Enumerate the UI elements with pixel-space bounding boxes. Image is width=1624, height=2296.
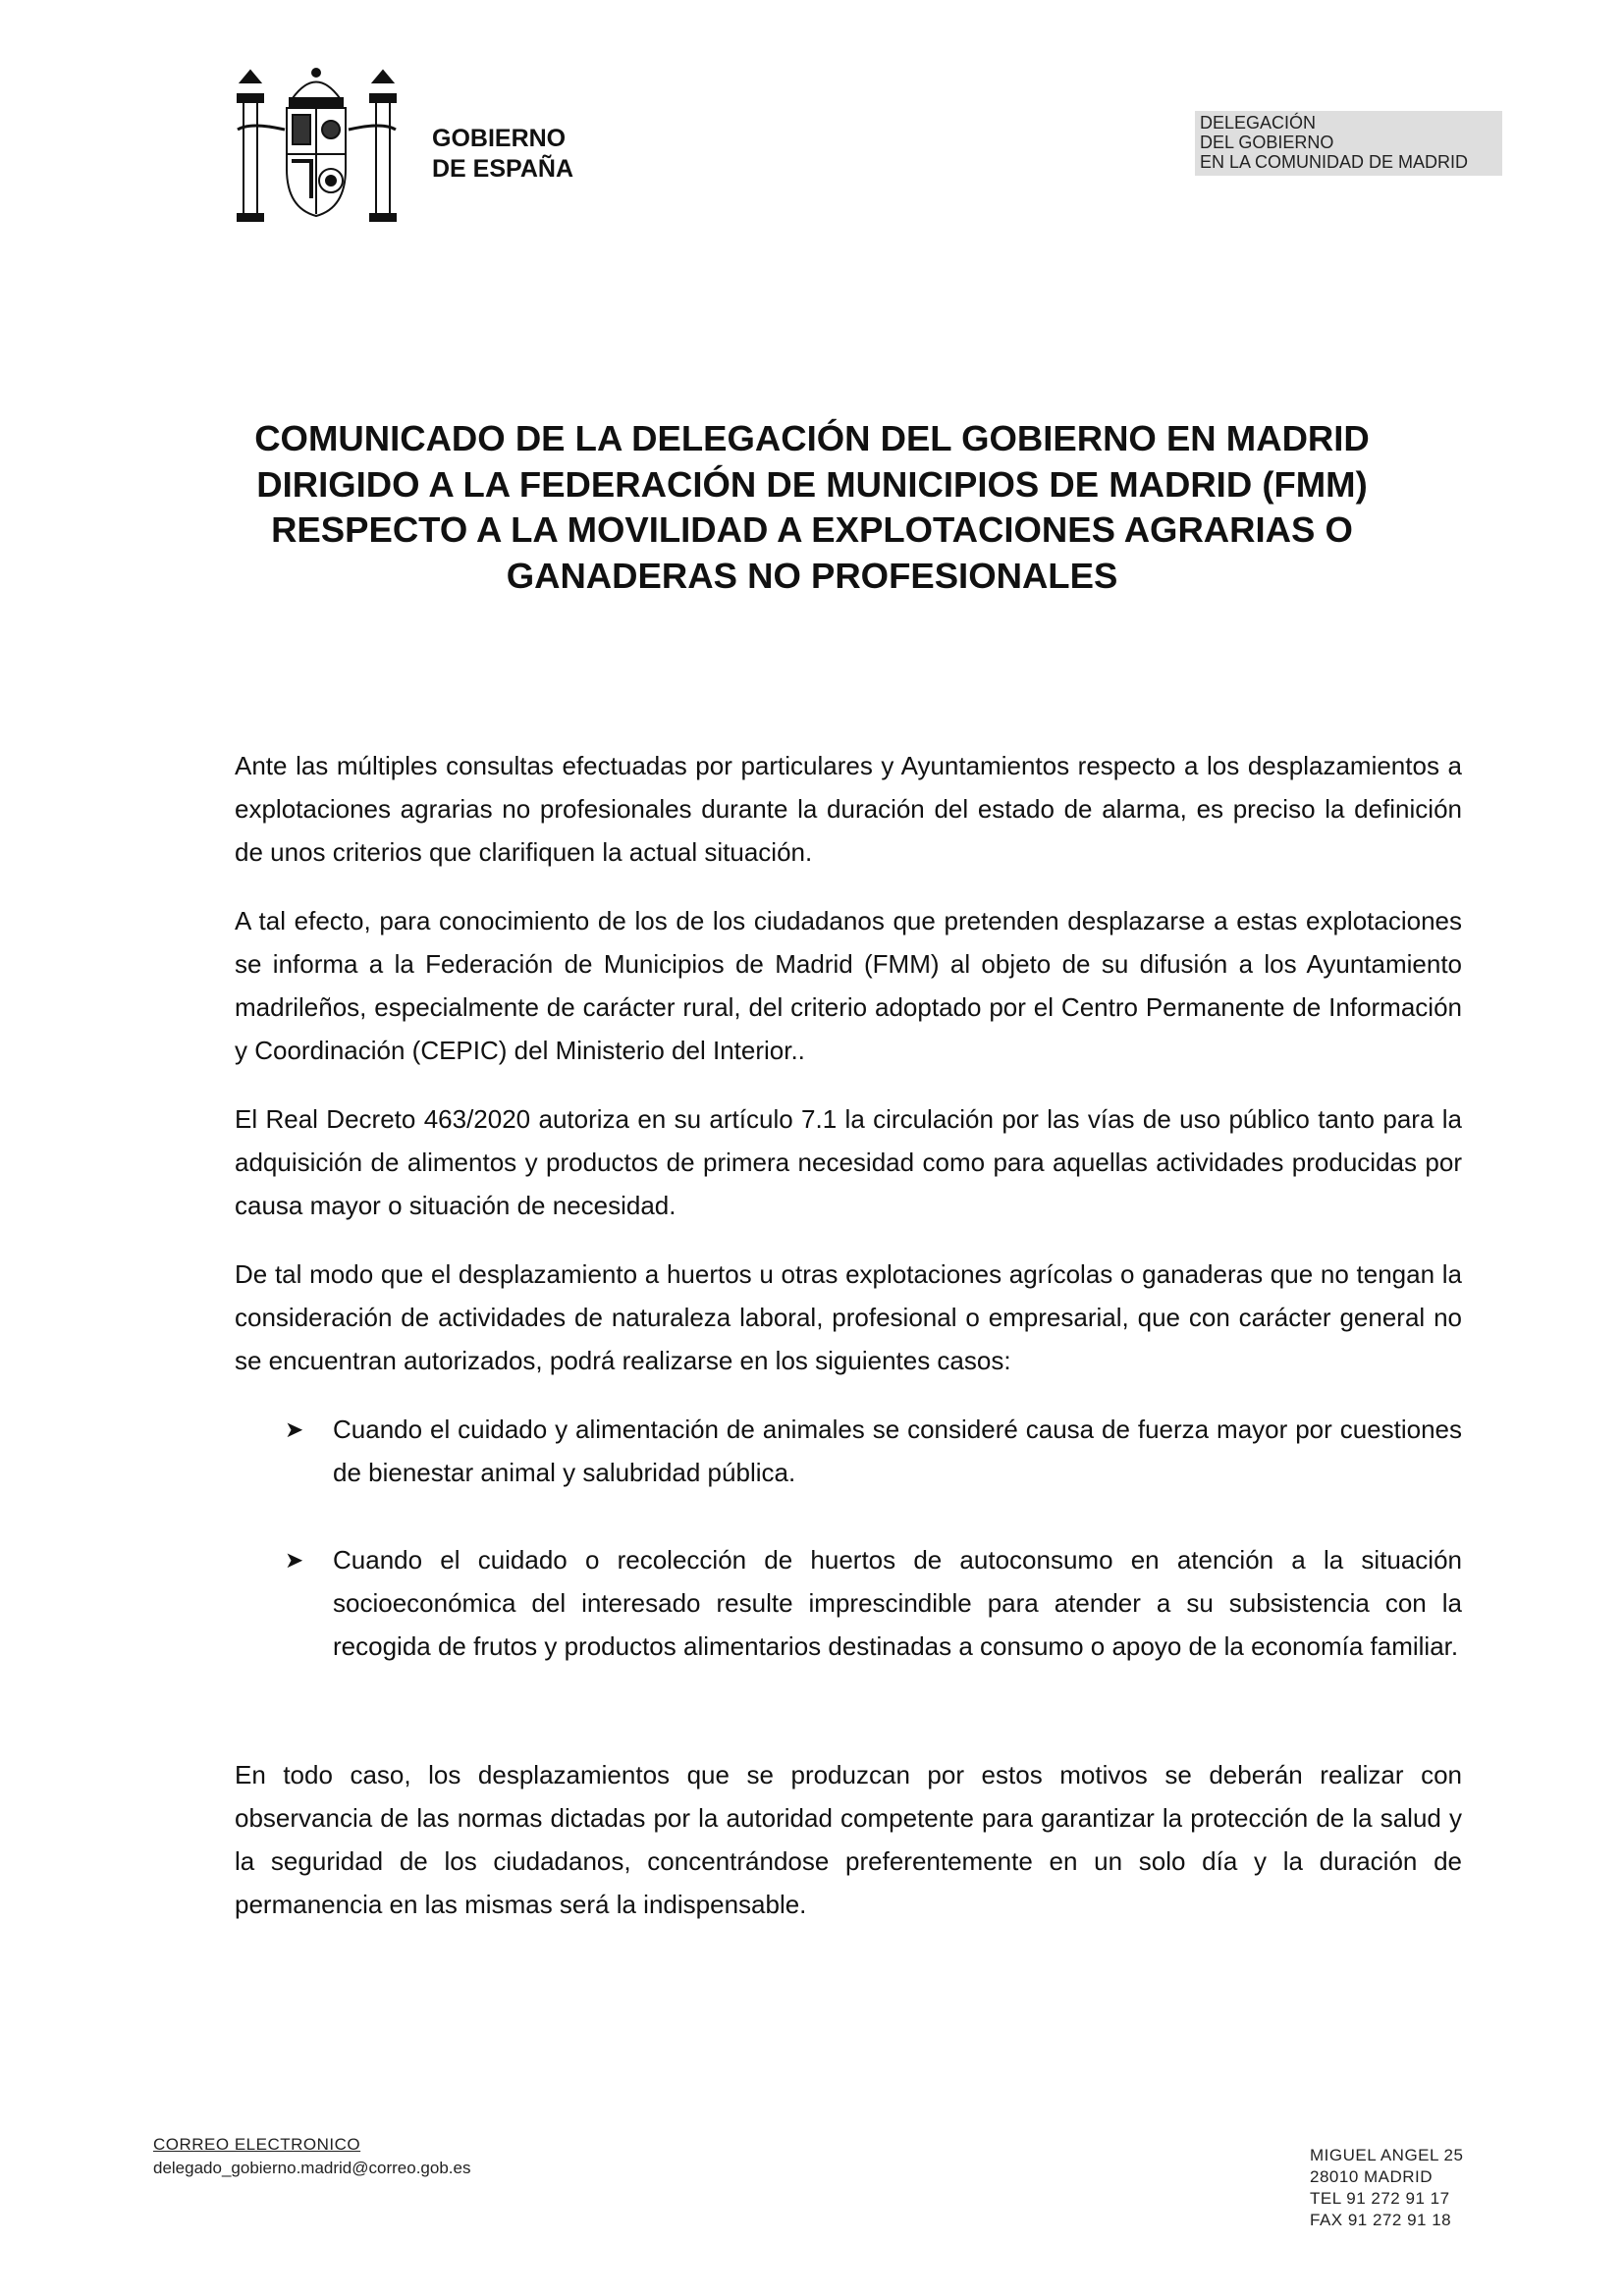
delegation-line-3: EN LA COMUNIDAD DE MADRID <box>1200 152 1469 172</box>
title-line-4: GANADERAS NO PROFESIONALES <box>506 555 1118 596</box>
bullet-text: Cuando el cuidado o recolección de huertos de autoconsumo en atención a la situación socioeconómica del interesado resulte imprescindible para atender a su subsistencia con la recogida de frutos y productos alimentarios destinadas a consumo o apoyo de la economía familiar. <box>333 1545 1462 1661</box>
phone-number: TEL 91 272 91 17 <box>1310 2189 1450 2208</box>
title-line-2: DIRIGIDO A LA FEDERACIÓN DE MUNICIPIOS DE MADRID (FMM) <box>256 463 1368 505</box>
bullet-item <box>285 1408 1462 1494</box>
address-line-2: 28010 MADRID <box>1310 2167 1434 2186</box>
footer-address <box>1310 2145 1463 2231</box>
delegation-line-1: DELEGACIÓN <box>1200 113 1317 133</box>
paragraph-2: A tal efecto, para conocimiento de los de los ciudadanos que pretenden desplazarse a estas explotaciones se informa a la Federación de Municipios de Madrid (FMM) al objeto de su difusión a los Ayuntamiento madrileños, especialmente de carácter rural, del criterio adoptado por el Centro Permanente de Información y Coordinación (CEPIC) del Ministerio del Interior.. <box>235 906 1462 1065</box>
address-line-1: MIGUEL ANGEL 25 <box>1310 2146 1464 2164</box>
document-title <box>216 416 1408 599</box>
paragraph-3: El Real Decreto 463/2020 autoriza en su artículo 7.1 la circulación por las vías de uso público tanto para la adquisición de alimentos y productos de primera necesidad como para aquellas actividades producidas por causa mayor o situación de necesidad. <box>235 1104 1462 1220</box>
gov-line-2: DE ESPAÑA <box>432 155 574 183</box>
footer-contact <box>153 2133 470 2180</box>
arrow-bullet-icon: ➤ <box>285 1547 304 1573</box>
paragraph-1: Ante las múltiples consultas efectuadas por particulares y Ayuntamientos respecto a los desplazamientos a explotaciones agrarias no profesionales durante la duración del estado de alarma, es preciso la definición de unos criterios que clarifiquen la actual situación. <box>235 751 1462 867</box>
title-line-1: COMUNICADO DE LA DELEGACIÓN DEL GOBIERNO EN MADRID <box>254 418 1370 458</box>
paragraph-4: De tal modo que el desplazamiento a huertos u otras explotaciones agrícolas o ganaderas que no tengan la consideración de actividades de naturaleza laboral, profesional o empresarial, que con carácter general no se encuentran autorizados, podrá realizarse en los siguientes casos: <box>235 1259 1462 1375</box>
fax-number: FAX 91 272 91 18 <box>1310 2211 1452 2229</box>
bullet-text: Cuando el cuidado y alimentación de animales se consideré causa de fuerza mayor por cuestiones de bienestar animal y salubridad pública. <box>333 1415 1462 1487</box>
paragraph-5: En todo caso, los desplazamientos que se produzcan por estos motivos se deberán realizar con observancia de las normas dictadas por la autoridad competente para garantizar la protección de la salud y la seguridad de los ciudadanos, concentrándose preferentemente en un solo día y la duración de permanencia en las mismas será la indispensable. <box>235 1760 1462 1919</box>
delegation-line-2: DEL GOBIERNO <box>1200 133 1334 152</box>
bullet-item <box>285 1538 1462 1668</box>
government-name <box>432 124 573 185</box>
email-label: CORREO ELECTRONICO <box>153 2135 361 2154</box>
title-line-3: RESPECTO A LA MOVILIDAD A EXPLOTACIONES AGRARIAS O <box>271 509 1353 550</box>
arrow-bullet-icon: ➤ <box>285 1416 304 1442</box>
gov-line-1: GOBIERNO <box>432 125 567 152</box>
coat-of-arms-logo <box>236 61 398 223</box>
delegation-box <box>1195 111 1502 176</box>
email-link[interactable]: delegado_gobierno.madrid@correo.gob.es <box>153 2159 471 2177</box>
